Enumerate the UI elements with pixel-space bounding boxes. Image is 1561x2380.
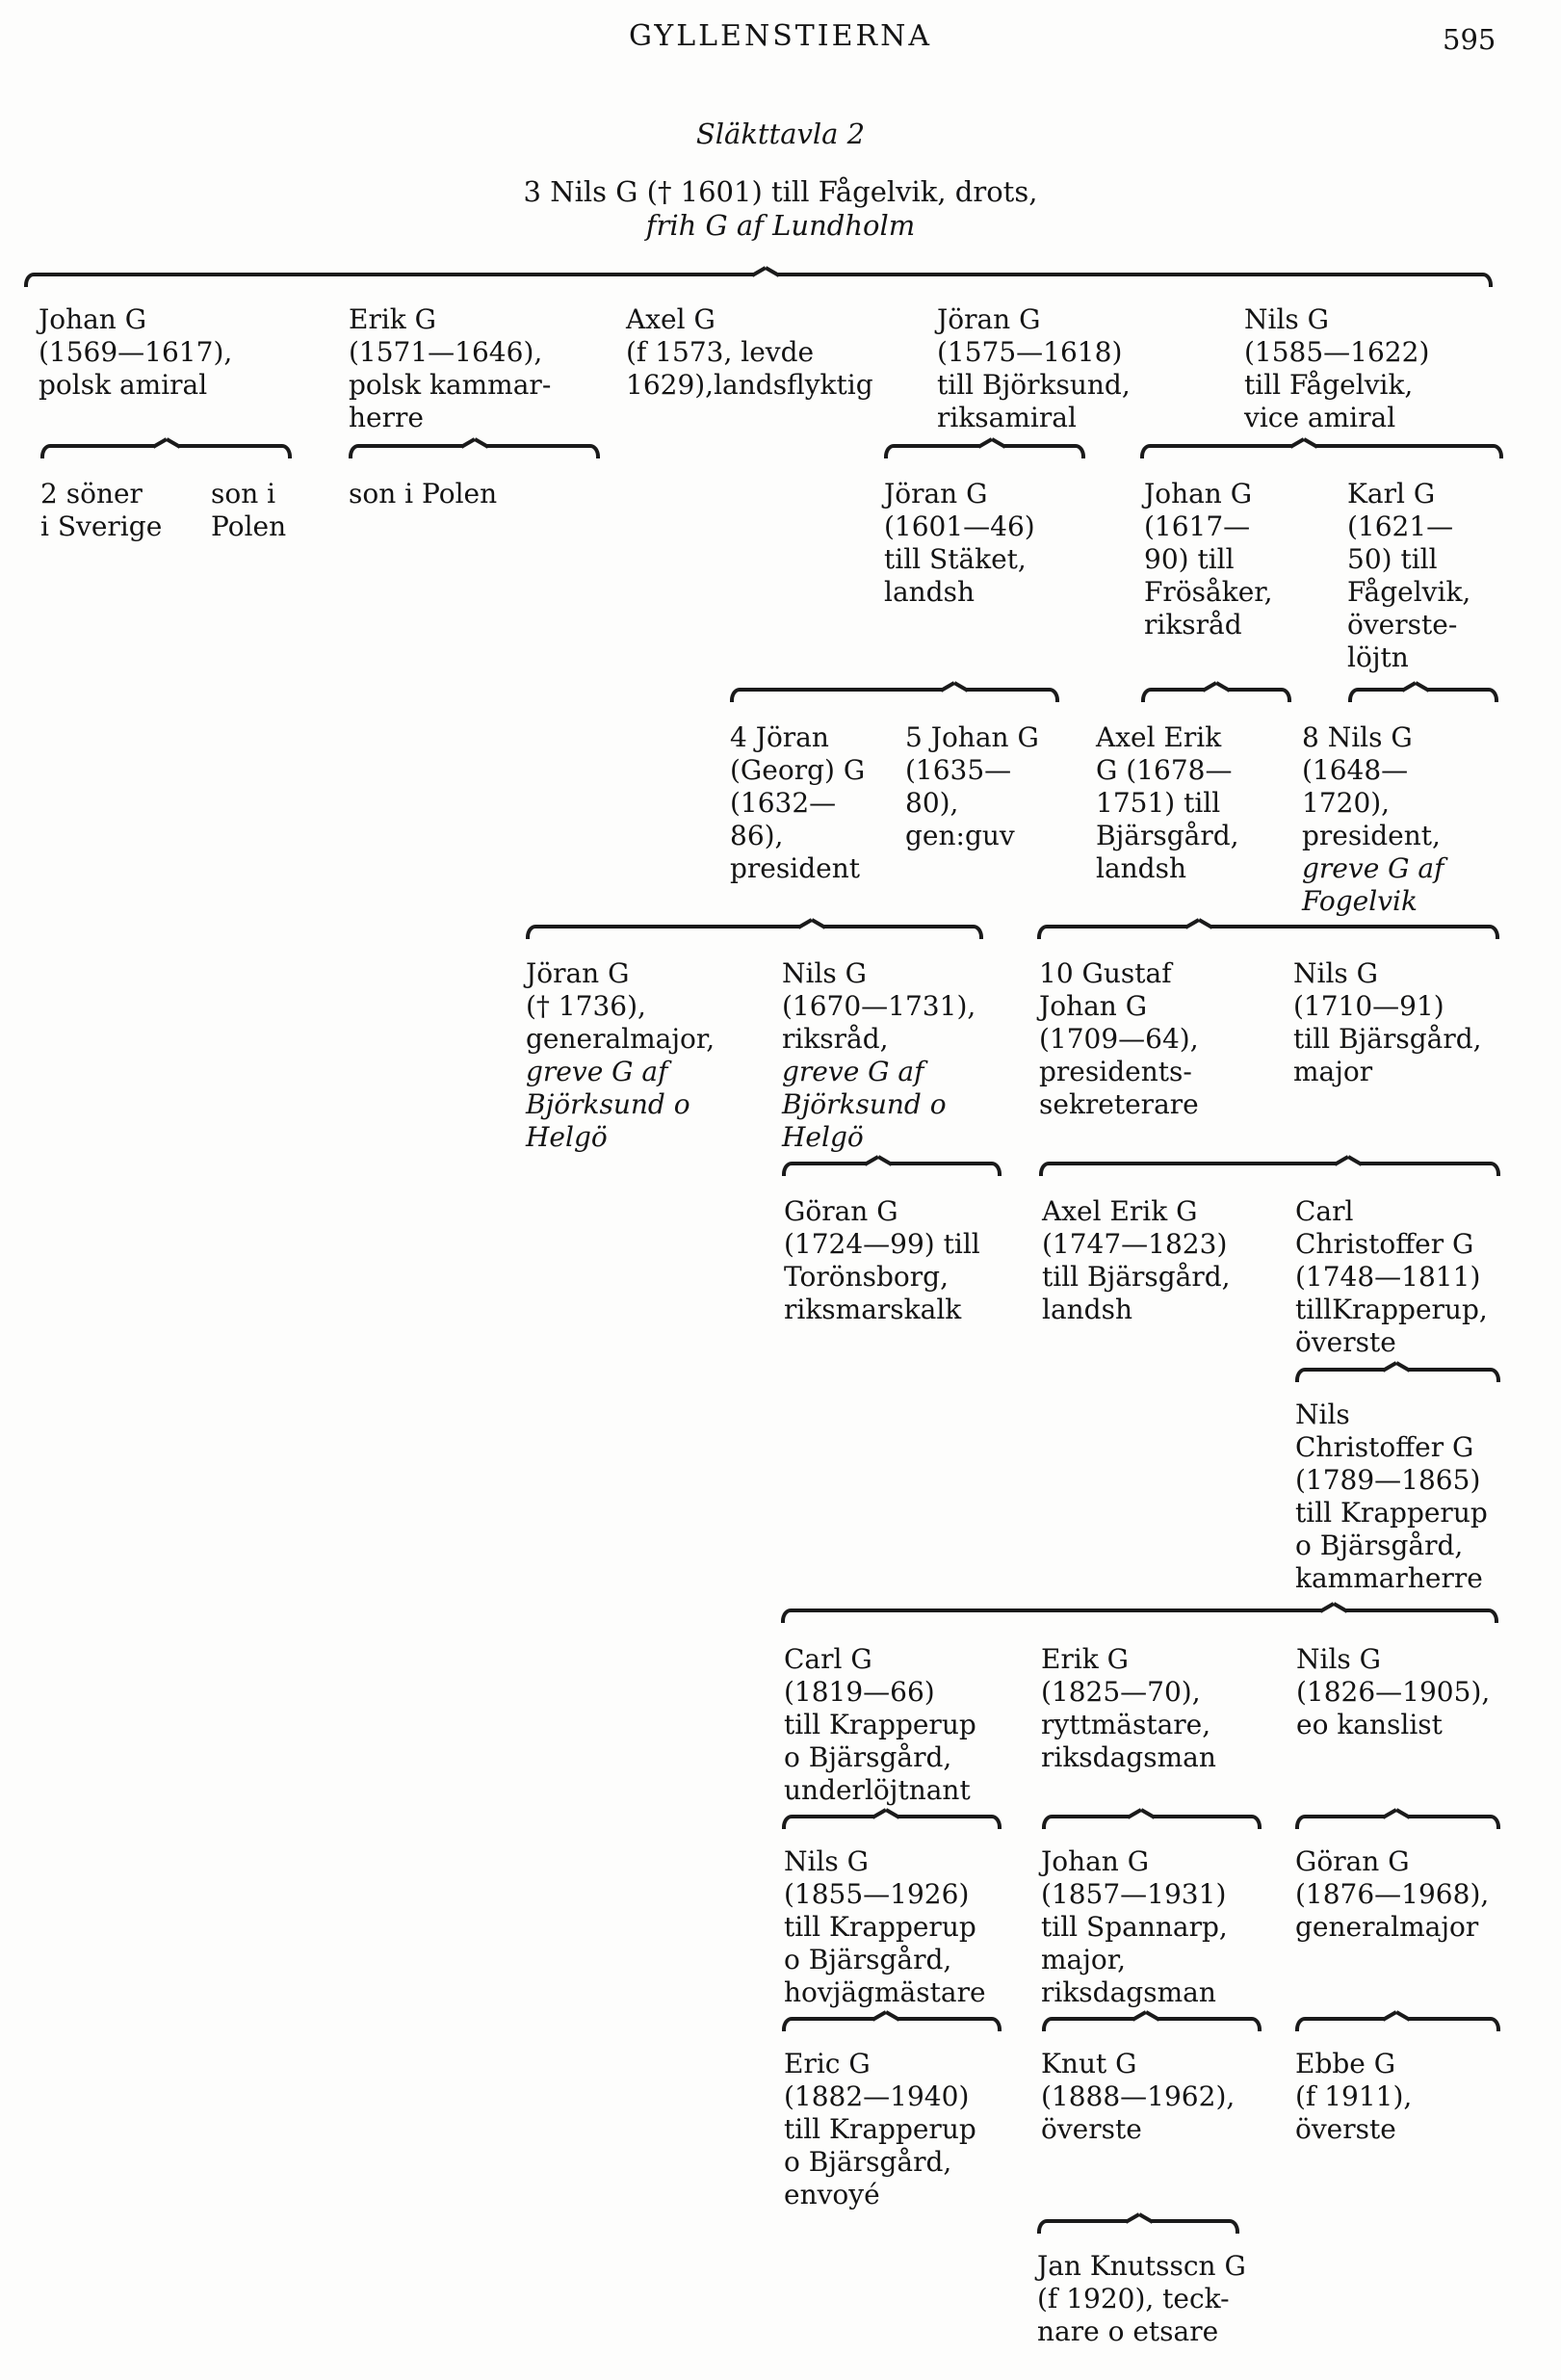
brace-peak xyxy=(1384,1360,1409,1373)
brace-peak xyxy=(1127,2211,1152,2225)
descent-brace-nils1826 xyxy=(1295,1815,1500,1829)
brace-peak xyxy=(1291,436,1316,450)
person-nils-g-1855: Nils G (1855—1926) till Krapperup o Bjärsgård, hovjägmästare xyxy=(784,1845,986,2008)
person-karl-g-1621: Karl G (1621— 50) till Fågelvik, överste- löjtn xyxy=(1347,478,1471,673)
person-jan-knutsson-g-1920: Jan Knutsscn G (f 1920), teck- nare o etsare xyxy=(1037,2250,1246,2347)
descent-brace-nils1670 xyxy=(782,1162,1002,1176)
brace-peak xyxy=(942,680,967,693)
person-nils-g-1601-root xyxy=(0,175,1561,243)
person-carl-g-1819: Carl G (1819—66) till Krapperup o Bjärsgård, underlöjtnant xyxy=(784,1643,976,1806)
person-joran-g-1575: Jöran G (1575—1618) till Björksund, riksamiral xyxy=(937,303,1131,433)
page-header: GYLLENSTIERNA xyxy=(628,19,933,53)
brace-peak xyxy=(1133,2009,1158,2023)
descent-brace-axelerik1678 xyxy=(1037,925,1499,939)
descent-brace-carl1819 xyxy=(782,1815,1002,1829)
person-knut-g-1888: Knut G (1888—1962), överste xyxy=(1041,2048,1236,2145)
note-son-in-poland-a: son i Polen xyxy=(211,478,287,542)
descent-brace-joran1601 xyxy=(730,688,1059,702)
brace-peak xyxy=(1186,917,1211,930)
person-axel-erik-g-1678: Axel Erik G (1678— 1751) till Bjärsgård, landsh xyxy=(1096,721,1239,884)
brace-peak xyxy=(873,2009,898,2023)
descent-brace-knut1888 xyxy=(1037,2219,1239,2234)
person-joran-g-1736: Jöran G († 1736), generalmajor, greve G af Björksund o Helgö xyxy=(526,957,715,1153)
brace-peak xyxy=(1204,680,1229,693)
descent-brace-nils1789 xyxy=(781,1608,1498,1623)
descent-brace-karl1621 xyxy=(1348,688,1498,702)
descent-brace-erik1825 xyxy=(1042,1815,1262,1829)
descent-brace-johan1569 xyxy=(40,444,292,458)
page-number: 595 xyxy=(1443,23,1496,56)
brace-peak xyxy=(1403,680,1428,693)
descent-brace-nils1710 xyxy=(1039,1162,1500,1176)
brace-peak xyxy=(873,1807,898,1820)
brace-peak xyxy=(1129,1807,1154,1820)
descent-brace-joran1632 xyxy=(526,925,983,939)
person-axel-erik-g-1747: Axel Erik G (1747—1823) till Bjärsgård, landsh xyxy=(1042,1195,1231,1325)
note-son-in-poland-b: son i Polen xyxy=(349,478,498,510)
descent-brace-johan1857 xyxy=(1042,2017,1262,2031)
person-nils-g-1710: Nils G (1710—91) till Bjärsgård, major xyxy=(1293,957,1482,1087)
person-joran-g-1601: Jöran G (1601—46) till Stäket, landsh xyxy=(884,478,1035,608)
person-nils-g-1585: Nils G (1585—1622) till Fågelvik, vice amiral xyxy=(1244,303,1430,433)
person-johan-g-1617: Johan G (1617— 90) till Frösåker, riksråd xyxy=(1144,478,1273,641)
descent-brace-nils1585 xyxy=(1140,444,1503,458)
descent-brace-goran1876 xyxy=(1295,2017,1500,2031)
person-nils-g-1670: Nils G (1670—1731), riksråd, greve G af Björksund o Helgö xyxy=(782,957,976,1153)
descent-brace-erik1571 xyxy=(349,444,600,458)
descent-brace-johan1617 xyxy=(1141,688,1291,702)
person-nils-christoffer-g-1789: Nils Christoffer G (1789—1865) till Krapperup o Bjärsgård, kammarherre xyxy=(1295,1399,1488,1594)
brace-peak xyxy=(753,265,778,278)
person-nils-g-1826: Nils G (1826—1905), eo kanslist xyxy=(1296,1643,1491,1740)
descent-brace-nils1855 xyxy=(782,2017,1002,2031)
root-line1: 3 Nils G († 1601) till Fågelvik, drots, xyxy=(523,175,1038,208)
brace-peak xyxy=(979,436,1004,450)
person-erik-g-1825: Erik G (1825—70), ryttmästare, riksdagsman xyxy=(1041,1643,1216,1773)
brace-peak xyxy=(1321,1601,1346,1614)
descent-brace-carl1748 xyxy=(1295,1368,1500,1382)
person-erik-g-1571: Erik G (1571—1646), polsk kammar- herre xyxy=(349,303,552,433)
person-johan-g-1857: Johan G (1857—1931) till Spannarp, major, riksdagsman xyxy=(1041,1845,1228,2008)
brace-peak xyxy=(1384,1807,1409,1820)
person-carl-christoffer-g-1748: Carl Christoffer G (1748—1811) tillKrapperup, överste xyxy=(1295,1195,1488,1358)
person-johan-g-1569: Johan G (1569—1617), polsk amiral xyxy=(39,303,233,401)
person-goran-g-1724: Göran G (1724—99) till Torönsborg, riksmarskalk xyxy=(784,1195,980,1325)
person-gustaf-johan-g-1709: 10 Gustaf Johan G (1709—64), presidents- sekreterare xyxy=(1039,957,1199,1120)
brace-peak xyxy=(799,917,824,930)
table-title: Släkttavla 2 xyxy=(695,118,866,150)
person-johan-g-1635: 5 Johan G (1635— 80), gen:guv xyxy=(905,721,1039,851)
root-line2: frih G af Lundholm xyxy=(645,209,916,242)
brace-peak xyxy=(1336,1154,1361,1167)
descent-brace-gen1 xyxy=(24,273,1493,287)
person-ebbe-g-1911: Ebbe G (f 1911), överste xyxy=(1295,2048,1413,2145)
person-axel-g-1573: Axel G (f 1573, levde 1629),landsflyktig xyxy=(626,303,873,401)
brace-peak xyxy=(154,436,179,450)
brace-peak xyxy=(1384,2009,1409,2023)
person-goran-g-1876: Göran G (1876—1968), generalmajor xyxy=(1295,1845,1490,1943)
brace-peak xyxy=(866,1154,891,1167)
person-joran-georg-g-1632: 4 Jöran (Georg) G (1632— 86), president xyxy=(730,721,866,884)
person-nils-g-1648: 8 Nils G (1648— 1720), president, greve G af Fogelvik xyxy=(1302,721,1444,917)
descent-brace-joran1575 xyxy=(884,444,1085,458)
brace-peak xyxy=(462,436,487,450)
person-eric-g-1882: Eric G (1882—1940) till Krapperup o Bjärsgård, envoyé xyxy=(784,2048,976,2210)
note-two-sons-sweden: 2 söner i Sverige xyxy=(40,478,163,542)
